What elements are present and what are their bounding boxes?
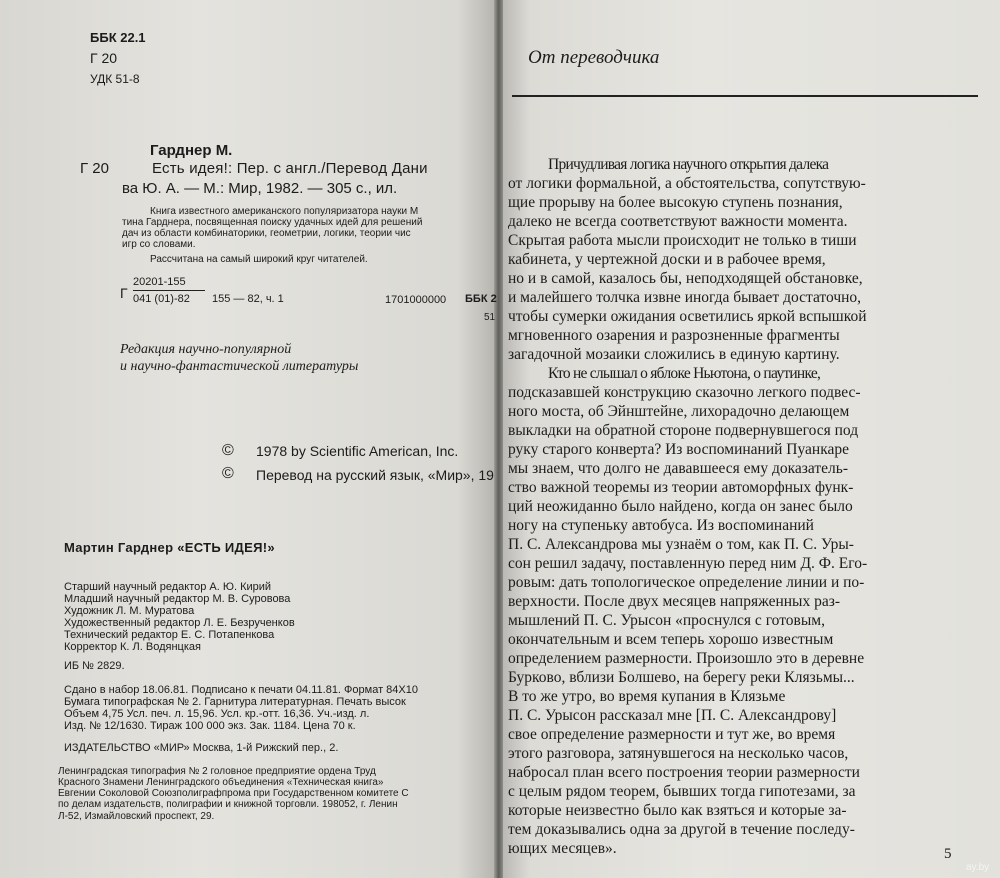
copyright-translation: Перевод на русский язык, «Мир», 19 [256,467,494,483]
text-line: выкладки на обратной стороне подвернувшегося под [508,422,859,439]
text-line: В то же утро, во время купания в Клязьме [508,688,786,705]
text-line: ногу на ступеньку автобуса. Из воспоминаний [508,517,814,534]
text-line: сон решил задачу, поставленную перед ним Д. Ф. Его- [508,555,868,572]
udk-code: УДК 51-8 [90,72,140,86]
bbk-code: ББК 22.1 [90,30,146,45]
text-line: определением размерности. Произошло это в деревне [508,650,865,667]
text-line: набросал план всего построения теории размерности [508,764,860,781]
text-line: ство важной теоремы из теории автоморфных функ- [508,479,854,496]
print-info-line: Бумага типографская № 2. Гарнитура литературная. Печать высок [64,696,406,708]
text-line: ного моста, об Эйнштейне, лихорадочно делающем [508,403,850,420]
entry-line-2: ва Ю. А. — М.: Мир, 1982. — 305 с., ил. [122,180,398,197]
printer-line: по делам издательств, полиграфии и книжной торговли. 198052, г. Ленин [58,799,398,810]
publisher-address: ИЗДАТЕЛЬСТВО «МИР» Москва, 1-й Рижский пер., 2. [64,742,339,754]
printer-line: Ленинградская типография № 2 головное предприятие ордена Труд [58,766,376,777]
book-spine [494,0,503,878]
text-line: мышлений П. С. Урысон «проснулся с готовым, [508,612,825,629]
printer-line: Красного Знамени Ленинградского объединения «Техническая книга» [58,777,384,788]
fraction-tail: 155 — 82, ч. 1 [212,293,284,305]
text-line: далеко не всегда соответствуют важности момента. [508,213,848,230]
text-line: кабинета, у чертежной доски и в рабочее время, [508,251,826,268]
text-line: руку старого конверта? Из воспоминаний Пуанкаре [508,441,850,458]
text-line: этого разговора, затянувшегося на несколько часов, [508,745,849,762]
credit-line: Технический редактор Е. С. Потапенкова [64,629,275,641]
audience-line: Рассчитана на самый широкий круг читателей. [150,254,368,265]
text-line: от логики формальной, а обстоятельства, сопутствую- [508,175,866,192]
text-line: ций неожиданно было найдено, когда он занес было [508,498,853,515]
print-info-line: Объем 4,75 Усл. печ. л. 15,96. Усл. кр.-отт. 16,36. Уч.-изд. л. [64,708,370,720]
credit-line: Корректор К. Л. Водянцкая [64,641,201,653]
credit-line: Художник Л. М. Муратова [64,605,195,617]
text-line: тем доказывались одна за другой в течение последу- [508,821,855,838]
bbk-right: ББК 2 [465,293,497,305]
annotation-line: игр со словами. [122,239,196,250]
editorial-line-1: Редакция научно-популярной [120,342,292,357]
text-line: и малейшего толчка извне иногда бывает достаточно, [508,289,862,306]
text-line: мы знаем, что долго не дававшееся ему доказатель- [508,460,849,477]
catalog-letter-code: Г 20 [90,50,118,66]
author-name: Гарднер М. [150,142,233,159]
text-line: ровым: дать топологическое определение линии и по- [508,574,865,591]
credit-line: Младший научный редактор М. В. Суровова [64,593,291,605]
text-line: с целым рядом теорем, бывших тогда гипотезами, за [508,783,856,800]
text-line: Причудливая логика научного открытия далека [548,156,829,173]
header-rule [512,95,978,97]
text-line: верхности. После двух месяцев напряженных раз- [508,593,841,610]
text-line: щие прорыву на более высокую ступень познания, [508,194,843,211]
annotation-line: Книга известного американского популяризатора науки М [150,206,419,217]
printer-line: Л-52, Измайловский проспект, 29. [58,811,215,822]
text-line: Кто не слышал о яблоке Ньютона, о паутинке, [548,365,821,382]
fraction-bar [133,290,205,291]
book-title: Мартин Гарднер «ЕСТЬ ИДЕЯ!» [64,540,275,555]
credit-line: Старший научный редактор А. Ю. Кирий [64,581,272,593]
text-line: Скрытая работа мысли происходит не только в тиши [508,232,857,249]
text-line: ющих месяцев». [508,840,617,857]
text-line: загадочной мозаики сложились в единую картину. [508,346,840,363]
text-line: но и в самой, казалось бы, неподходящей обстановке, [508,270,863,287]
catalog-code: Г 20 [80,160,109,177]
entry-line-1: Есть идея!: Пер. с англ./Перевод Дани [152,160,428,177]
text-line: Бурково, вблизи Болшево, на берегу реки Клязьмы... [508,669,855,686]
section-header: От переводчика [528,47,660,68]
copyright-symbol: © [222,465,234,482]
watermark: ay.by [966,862,990,873]
fraction-denominator: 041 (01)-82 [133,293,190,305]
text-line: П. С. Александрова мы узнаём о том, как П. С. Уры- [508,536,854,553]
page-number: 5 [944,846,952,862]
copyright-original: 1978 by Scientific American, Inc. [256,443,459,459]
print-info-line: Сдано в набор 18.06.81. Подписано к печати 04.11.81. Формат 84X10 [64,684,418,696]
credit-line: Художественный редактор Л. Е. Безрученков [64,617,295,629]
text-line: П. С. Урысон рассказал мне [П. С. Александрову] [508,707,837,724]
print-info-line: Изд. № 12/1630. Тираж 100 000 экз. Зак. 1184. Цена 70 к. [64,720,356,732]
ib-number: ИБ № 2829. [64,660,125,672]
fraction-numerator: 20201-155 [133,276,186,288]
text-line: свое определение размерности и тут же, во время [508,726,836,743]
editorial-line-2: и научно-фантастической литературы [120,359,359,374]
text-line: которые неизвестно было как взяться и которые за- [508,802,847,819]
printer-line: Евгении Соколовой Союзполиграфпрома при Государственном комитете С [58,788,409,799]
fraction-number: 1701000000 [385,294,447,306]
annotation-line: дач из области комбинаторики, геометрии, логики, теории чис [122,228,411,239]
annotation-line: тина Гарднера, посвященная поиску удачных идей для решений [122,217,423,228]
text-line: подсказавшей конструкцию сказочно легкого подвес- [508,384,861,401]
text-line: мгновенного озарения и разрозненные фрагменты [508,327,840,344]
bbk-right-index: 51 [484,312,496,323]
text-line: чтобы сумерки ожидания осветились яркой вспышкой [508,308,867,325]
copyright-symbol: © [222,442,234,459]
text-line: окончательным и всем теперь хорошо известным [508,631,834,648]
fraction-letter: Г [120,285,128,301]
